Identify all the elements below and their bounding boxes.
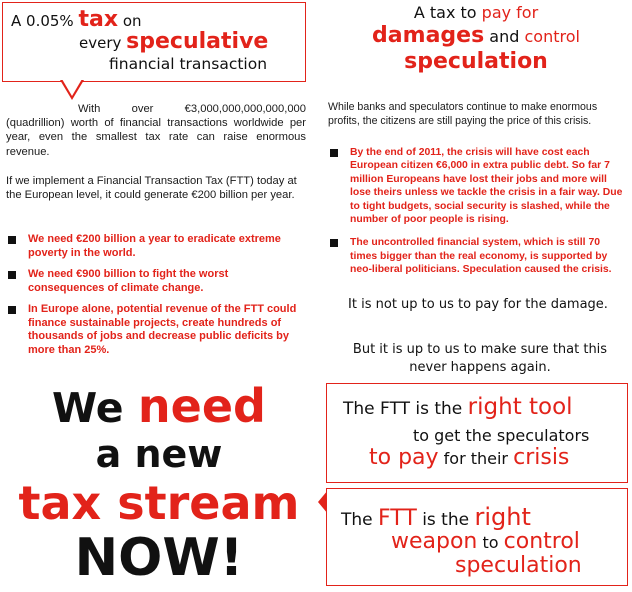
statement-line-1: It is not up to us to pay for the damage. [348, 297, 608, 312]
box1-line1: The FTT is the right tool [343, 394, 573, 420]
list-item: By the end of 2011, the crisis will have cost each European citizen €6,000 in extra public debt. So far 7 million Europeans have lost their jobs and more will lose theirs unless we tackle the crisis in a fair way. Due to tight budgets, social security is slashed, while the number of poor people is rising. [328, 146, 624, 226]
left-heading-line3: financial transaction [109, 55, 268, 73]
left-paragraph-2: If we implement a Financial Transaction Tax (FTT) today at the European level, it could generate €200 billion per year. [6, 175, 297, 202]
box2-line3: speculation [455, 553, 582, 578]
right-heading-line3: speculation [404, 49, 548, 74]
list-item: We need €200 billion a year to eradicate extreme poverty in the world. [6, 233, 298, 260]
right-intro: While banks and speculators continue to make enormous profits, the citizens are still paying the price of this crisis. [328, 101, 598, 127]
slogan-line-2: a new [95, 432, 223, 476]
box1-line3: to pay for their crisis [369, 445, 570, 470]
ftt-right-tool-box [326, 383, 628, 483]
statement-line-2: But it is up to us to make sure that this never happens again. [352, 342, 608, 375]
right-bullet-list [328, 146, 624, 283]
list-item: We need €900 billion to fight the worst consequences of climate change. [6, 268, 298, 295]
left-paragraph-1: With over €3,000,000,000,000,000 (quadrillion) worth of financial transactions worldwide per year, even the smallest tax rate can raise enormous revenue. [6, 103, 306, 158]
left-heading-line2: every speculative [79, 29, 269, 54]
ftt-right-weapon-box [326, 488, 628, 586]
box2-line1: The FTT is the right [341, 503, 531, 531]
left-bullet-list [6, 233, 298, 363]
right-heading-line2: damages and control [372, 23, 580, 48]
left-heading-line1: A 0.05% tax on [11, 7, 142, 32]
list-item: In Europe alone, potential revenue of the FTT could finance sustainable projects, create hundreds of thousands of jobs and decrease public deficits by more than 25%. [6, 303, 298, 357]
list-item: The uncontrolled financial system, which is still 70 times bigger than the real economy, is supported by neo-liberal politicians. Speculation caused the crisis. [328, 236, 624, 276]
slogan-line-1: We need [52, 379, 266, 433]
right-heading [328, 2, 624, 75]
right-heading-line1: A tax to pay for [413, 3, 539, 22]
box2-line2: weapon to control [391, 529, 580, 554]
slogan-line-3: tax stream [18, 476, 300, 530]
slogan-line-4: NOW! [74, 528, 244, 588]
box1-line2: to get the speculators [413, 426, 590, 445]
left-heading-bubble [2, 2, 306, 82]
